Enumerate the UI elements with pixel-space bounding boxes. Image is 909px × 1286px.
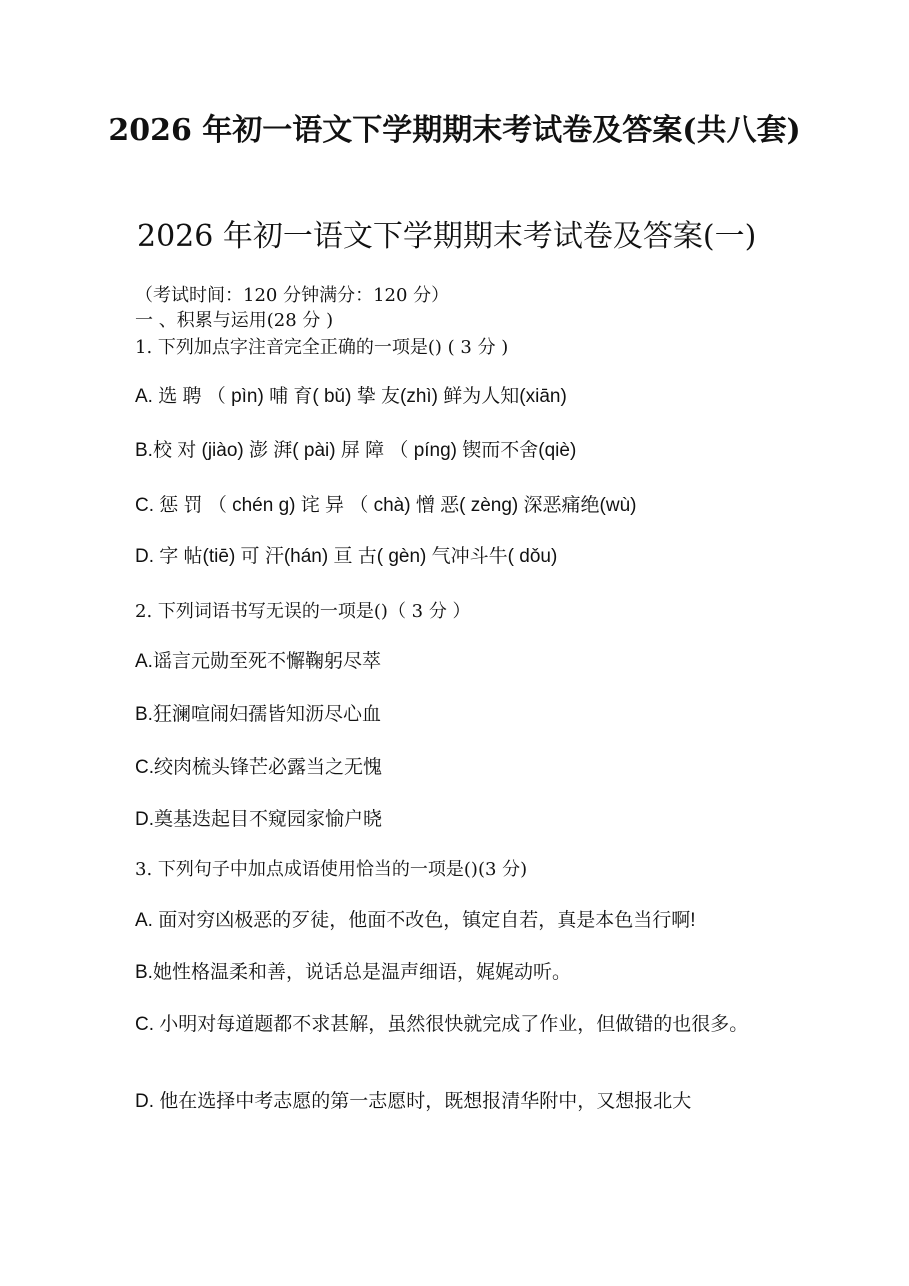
question-2-stem: 2. 下列词语书写无误的一项是()（ 3 分 ） [135, 601, 471, 622]
question-1-option-d: D. 字 帖(tiē) 可 汗(hán) 亘 古( gèn) 气冲斗牛( dǒu) [135, 546, 558, 567]
exam-info: （考试时间：120 分钟满分：120 分） [135, 285, 450, 306]
question-2-option-d: D.奠基迭起目不窥园家愉户晓 [135, 809, 383, 830]
question-1-stem: 1. 下列加点字注音完全正确的一项是() ( 3 分 ) [135, 337, 509, 358]
question-3-option-c: C. 小明对每道题都不求甚解，虽然很快就完成了作业，但做错的也很多。 [135, 1014, 749, 1035]
question-1-option-a: A. 选 聘 （ pìn) 哺 育( bǔ) 挚 友(zhì) 鲜为人知(xiān) [135, 386, 567, 407]
exam-paper-title: 2026 年初一语文下学期期末考试卷及答案(一) [137, 219, 757, 254]
question-1-option-b: B.校 对 (jiào) 澎 湃( pài) 屏 障 （ píng) 锲而不舍(qiè) [135, 440, 577, 461]
question-2-option-c: C.绞肉梳头锋芒必露当之无愧 [135, 757, 383, 778]
document-title: 2026 年初一语文下学期期末考试卷及答案(共八套) [108, 113, 801, 148]
question-1-option-c: C. 惩 罚 （ chén g) 诧 异 （ chà) 憎 恶( zèng) 深恶痛绝(wù) [135, 495, 637, 516]
question-3-stem: 3. 下列句子中加点成语使用恰当的一项是()(3 分) [135, 859, 528, 880]
question-2-option-b: B.狂澜喧闹妇孺皆知沥尽心血 [135, 704, 381, 725]
question-3-option-a: A. 面对穷凶极恶的歹徒，他面不改色，镇定自若，真是本色当行啊! [135, 910, 696, 931]
question-3-option-b: B.她性格温柔和善，说话总是温声细语，娓娓动听。 [135, 962, 571, 983]
question-3-option-d: D. 他在选择中考志愿的第一志愿时，既想报清华附中，又想报北大 [135, 1091, 692, 1112]
question-2-option-a: A.谣言元勋至死不懈鞠躬尽萃 [135, 651, 381, 672]
section-heading: 一 、积累与运用(28 分 ) [135, 310, 334, 331]
